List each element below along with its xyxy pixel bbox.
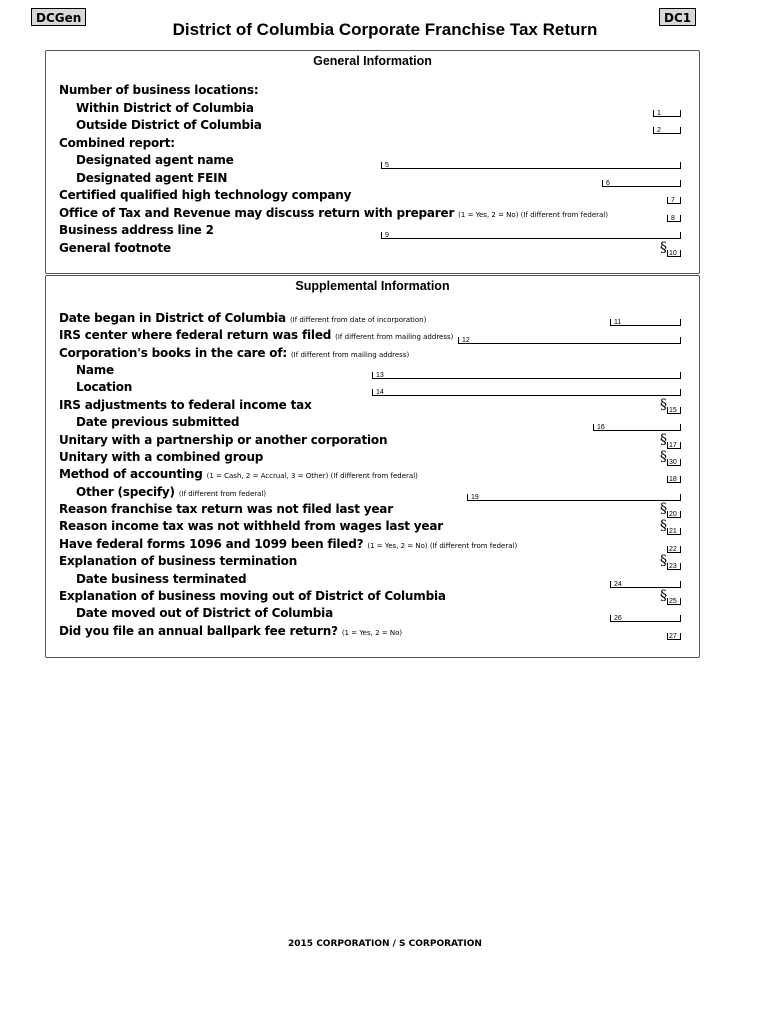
- date-began-label: [59, 311, 426, 325]
- date-moved-label: Date moved out of District of Columbia: [76, 606, 333, 620]
- irs-center-text: IRS center where federal return was filed: [59, 328, 332, 342]
- reason-not-withheld-label: Reason income tax was not withheld from wages last year: [59, 519, 443, 533]
- field-16[interactable]: [593, 424, 681, 431]
- field-19[interactable]: [467, 494, 681, 501]
- field-17[interactable]: [667, 442, 681, 449]
- section-symbol-icon[interactable]: §: [660, 240, 667, 256]
- field-5[interactable]: [381, 162, 681, 169]
- date-terminated-label: Date business terminated: [76, 572, 247, 586]
- section-symbol-icon[interactable]: §: [660, 518, 667, 534]
- field-number: 9: [385, 232, 389, 239]
- location-label: Location: [76, 380, 133, 394]
- field-13[interactable]: [372, 372, 681, 379]
- section-symbol-icon[interactable]: §: [660, 397, 667, 413]
- field-number: 16: [597, 424, 605, 431]
- forms-1096-label: [59, 537, 517, 551]
- field-12[interactable]: [458, 337, 681, 344]
- field-30[interactable]: [667, 459, 681, 466]
- field-number: 17: [669, 442, 677, 449]
- field-number: 5: [385, 162, 389, 169]
- field-22[interactable]: [667, 546, 681, 553]
- field-number: 13: [376, 372, 384, 379]
- explain-termination-label: Explanation of business termination: [59, 554, 298, 568]
- form-footer: 2015 CORPORATION / S CORPORATION: [288, 939, 482, 949]
- field-11[interactable]: [610, 319, 681, 326]
- address-line2-label: Business address line 2: [59, 223, 214, 237]
- field-number: 14: [376, 389, 384, 396]
- field-25[interactable]: [667, 598, 681, 605]
- ballpark-fee-label: [59, 624, 402, 638]
- section-symbol-icon[interactable]: §: [660, 501, 667, 517]
- general-footnote-label: General footnote: [59, 241, 171, 255]
- explain-moving-label: Explanation of business moving out of District of Columbia: [59, 589, 446, 603]
- reason-not-filed-label: Reason franchise tax return was not filed last year: [59, 502, 393, 516]
- agent-name-label: Designated agent name: [76, 153, 234, 167]
- combined-report-label: Combined report:: [59, 136, 175, 150]
- other-specify-text: Other (specify): [76, 485, 175, 499]
- irs-adjustments-label: IRS adjustments to federal income tax: [59, 398, 312, 412]
- field-10[interactable]: [667, 250, 681, 257]
- books-care-text: Corporation's books in the care of:: [59, 346, 287, 360]
- field-6[interactable]: [602, 180, 681, 187]
- page-title: District of Columbia Corporate Franchise Tax Return: [172, 20, 598, 39]
- field-number: 19: [471, 494, 479, 501]
- field-number: 11: [614, 319, 622, 326]
- field-15[interactable]: [667, 407, 681, 414]
- field-20[interactable]: [667, 511, 681, 518]
- field-number: 2: [657, 127, 661, 134]
- within-dc-label: Within District of Columbia: [76, 101, 254, 115]
- field-number: 18: [669, 476, 677, 483]
- outside-dc-label: Outside District of Columbia: [76, 118, 262, 132]
- name-label: Name: [76, 363, 114, 377]
- forms-1096-text: Have federal forms 1096 and 1099 been filed?: [59, 537, 364, 551]
- field-number: 8: [671, 215, 675, 222]
- ballpark-fee-text: Did you file an annual ballpark fee return?: [59, 624, 338, 638]
- unitary-combined-label: Unitary with a combined group: [59, 450, 264, 464]
- forms-1096-note: (1 = Yes, 2 = No) (If different from federal): [367, 542, 518, 550]
- books-care-note: (If different from mailing address): [290, 351, 410, 359]
- ballpark-fee-note: (1 = Yes, 2 = No): [341, 629, 403, 637]
- other-specify-label: [76, 485, 266, 499]
- form-code-tag: DC1: [659, 8, 696, 26]
- irs-center-note: (If different from mailing address): [335, 333, 454, 341]
- accounting-method-label: [59, 467, 418, 481]
- field-number: 6: [606, 180, 610, 187]
- section-symbol-icon[interactable]: §: [660, 588, 667, 604]
- irs-center-label: [59, 328, 453, 342]
- field-number: 20: [669, 511, 677, 518]
- field-number: 25: [669, 598, 677, 605]
- field-27[interactable]: [667, 633, 681, 640]
- field-number: 1: [657, 110, 661, 117]
- certified-tech-label: Certified qualified high technology company: [59, 188, 352, 202]
- section-symbol-icon[interactable]: §: [660, 553, 667, 569]
- section-title: Supplemental Information: [295, 279, 450, 293]
- field-14[interactable]: [372, 389, 681, 396]
- field-7[interactable]: [667, 197, 681, 204]
- field-9[interactable]: [381, 232, 681, 239]
- field-1[interactable]: [653, 110, 681, 117]
- field-24[interactable]: [610, 581, 681, 588]
- field-26[interactable]: [610, 615, 681, 622]
- unitary-partnership-label: Unitary with a partnership or another corporation: [59, 433, 388, 447]
- accounting-method-note: (1 = Cash, 2 = Accrual, 3 = Other) (If different from federal): [206, 472, 418, 480]
- business-locations-label: Number of business locations:: [59, 83, 259, 97]
- field-number: 7: [671, 197, 675, 204]
- field-number: 27: [669, 633, 677, 640]
- field-number: 26: [614, 615, 622, 622]
- date-submitted-label: Date previous submitted: [76, 415, 240, 429]
- field-21[interactable]: [667, 528, 681, 535]
- field-23[interactable]: [667, 563, 681, 570]
- field-number: 23: [669, 563, 677, 570]
- field-number: 15: [669, 407, 677, 414]
- other-specify-note: (If different from federal): [178, 490, 267, 498]
- discuss-preparer-note: (1 = Yes, 2 = No) (If different from federal): [458, 211, 608, 219]
- field-number: 21: [669, 528, 677, 535]
- accounting-method-text: Method of accounting: [59, 467, 203, 481]
- form-id-tag: DCGen: [31, 8, 86, 26]
- section-title: General Information: [313, 54, 432, 68]
- books-care-label: [59, 346, 409, 360]
- field-2[interactable]: [653, 127, 681, 134]
- section-symbol-icon[interactable]: §: [660, 432, 667, 448]
- date-began-note: (If different from date of incorporation): [289, 316, 427, 324]
- field-number: 10: [669, 250, 677, 257]
- field-number: 22: [669, 546, 677, 553]
- discuss-preparer-text: Office of Tax and Revenue may discuss return with preparer: [59, 206, 455, 220]
- field-8[interactable]: [667, 215, 681, 222]
- agent-fein-label: Designated agent FEIN: [76, 171, 228, 185]
- date-began-text: Date began in District of Columbia: [59, 311, 286, 325]
- discuss-preparer-label: [59, 206, 608, 220]
- field-number: 12: [462, 337, 470, 344]
- field-number: 24: [614, 581, 622, 588]
- field-18[interactable]: [667, 476, 681, 483]
- section-symbol-icon[interactable]: §: [660, 449, 667, 465]
- field-number: 30: [669, 459, 677, 466]
